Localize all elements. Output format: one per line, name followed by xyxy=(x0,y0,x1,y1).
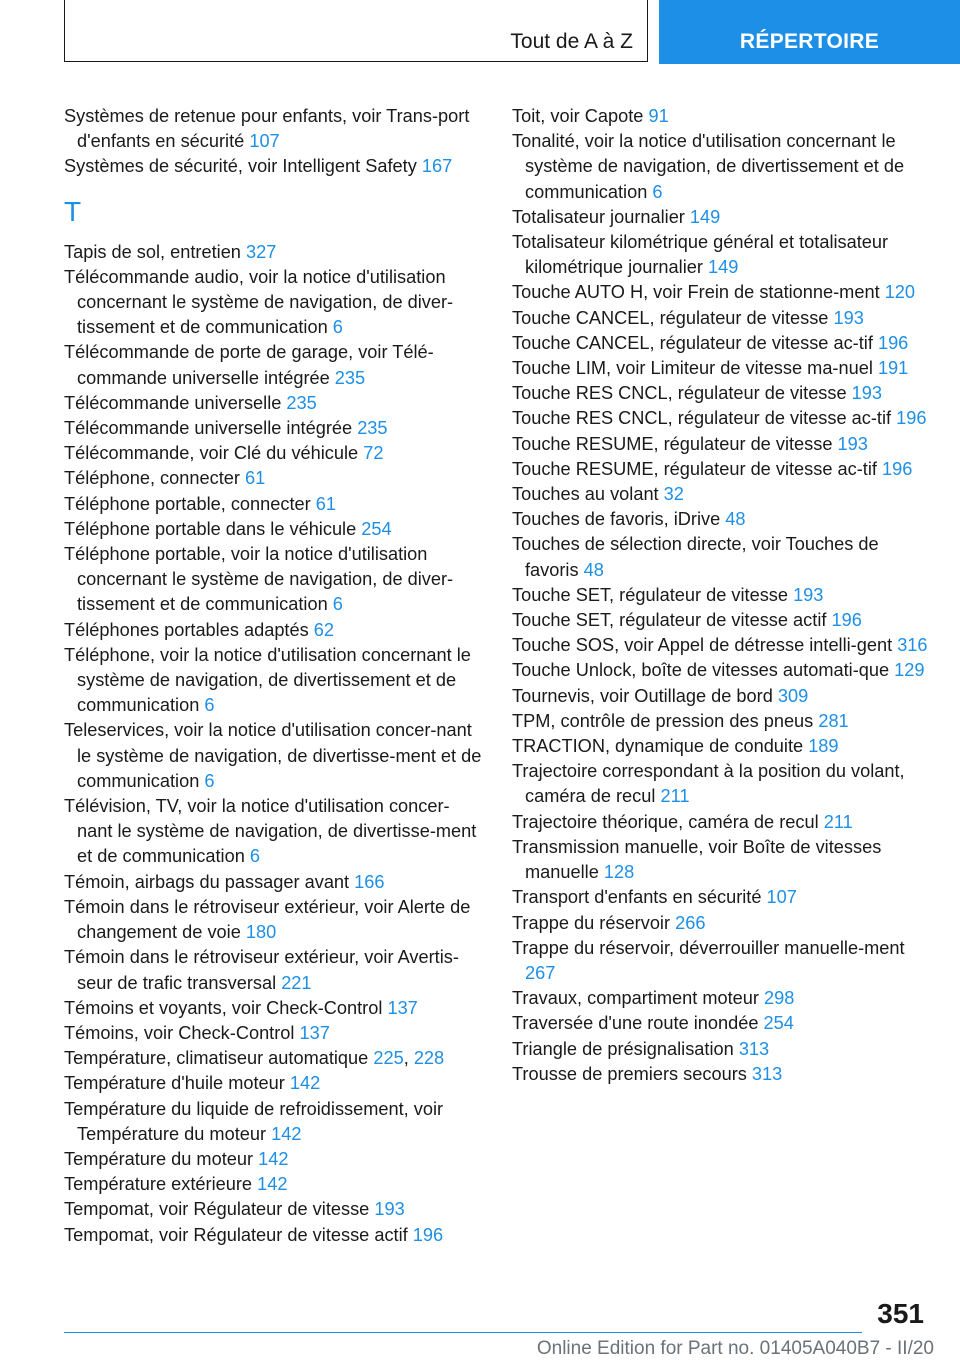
index-entry-text: Systèmes de sécurité, voir Intelligent Safety xyxy=(64,156,422,177)
index-entry xyxy=(512,129,932,205)
index-entry xyxy=(512,911,932,936)
index-entry xyxy=(512,331,932,356)
page-reference-link[interactable]: 6 xyxy=(204,770,215,791)
page-reference-link[interactable]: 32 xyxy=(663,484,684,505)
index-entry-text: Toit, voir Capote xyxy=(512,106,649,126)
page-reference-link[interactable]: 196 xyxy=(831,610,862,631)
page-reference-link[interactable]: 193 xyxy=(833,307,864,328)
index-entry xyxy=(512,230,932,280)
page-reference-link[interactable]: 128 xyxy=(603,862,635,883)
index-entry-text: Touche SOS, voir Appel de détresse intelli‐gent xyxy=(512,635,898,656)
index-entry-text: Témoins, voir Check-Control xyxy=(64,1022,300,1043)
index-entry-text: Transmission manuelle, voir Boîte de vitesses manuelle xyxy=(512,836,882,883)
index-entry xyxy=(512,457,932,482)
index-entry xyxy=(512,356,932,381)
index-entry-text: Tournevis, voir Outillage de bord xyxy=(512,685,778,706)
index-entry xyxy=(64,416,484,441)
index-entry-text: TPM, contrôle de pression des pneus xyxy=(512,710,819,731)
page-reference-link[interactable]: 235 xyxy=(286,392,317,413)
index-entry-text: Température extérieure xyxy=(64,1174,258,1195)
index-entry xyxy=(64,1021,484,1046)
page-reference-link[interactable]: 149 xyxy=(707,257,739,278)
index-entry xyxy=(512,1037,932,1062)
page-reference-link[interactable]: 48 xyxy=(725,509,746,530)
index-entry xyxy=(64,391,484,416)
page-reference-link[interactable]: 142 xyxy=(289,1073,321,1094)
index-entry xyxy=(64,1071,484,1096)
index-entry-text: Trousse de premiers secours xyxy=(512,1063,752,1084)
index-entry xyxy=(64,1223,484,1248)
page-reference-link[interactable]: 254 xyxy=(763,1013,794,1034)
page-reference-link[interactable]: 129 xyxy=(894,660,925,681)
index-entry xyxy=(512,406,932,431)
index-entry-text: Systèmes de retenue pour enfants, voir Trans‐port d'enfants en sécurité xyxy=(64,106,470,152)
page-reference-link[interactable]: 267 xyxy=(525,962,556,983)
page-reference-link[interactable]: 149 xyxy=(689,206,721,227)
index-entry-text: Téléphone portable, voir la notice d'utilisation concernant le système de navigation, de diver‐tissement et de communication xyxy=(64,544,454,615)
index-entry xyxy=(64,154,484,179)
index-entry xyxy=(512,684,932,709)
index-entry-text: Tempomat, voir Régulateur de vitesse actif xyxy=(64,1224,413,1245)
page-reference-link[interactable]: 142 xyxy=(258,1148,289,1169)
index-entry-text: TRACTION, dynamique de conduite xyxy=(512,736,809,757)
index-entry-text: Température du liquide de refroidissement, voir Température du moteur xyxy=(64,1098,444,1144)
page-reference-link[interactable]: 180 xyxy=(245,922,277,943)
page-reference-link[interactable]: 196 xyxy=(412,1224,444,1245)
index-entry xyxy=(512,810,932,835)
page-reference-link[interactable]: 211 xyxy=(823,811,853,832)
footer-edition: Online Edition for Part no. 01405A040B7 - II/20 xyxy=(536,1338,934,1359)
page-reference-link[interactable]: 72 xyxy=(363,443,384,464)
page-reference-link[interactable]: 235 xyxy=(357,418,388,439)
index-entry xyxy=(512,1011,932,1036)
index-entry xyxy=(64,1097,484,1147)
index-entry-text: Tapis de sol, entretien xyxy=(64,241,246,262)
index-entry-text: Témoin dans le rétroviseur extérieur, voir Alerte de changement de voie xyxy=(64,896,471,943)
index-entry-text: Trappe du réservoir xyxy=(512,912,676,933)
index-entry xyxy=(512,583,932,608)
header-active-tab[interactable] xyxy=(659,0,960,64)
index-entry xyxy=(512,633,932,658)
index-entry xyxy=(64,240,484,265)
index-entry-text: Température du moteur xyxy=(64,1148,259,1169)
page-reference-link[interactable]: 6 xyxy=(652,181,663,202)
index-entry-text: Tempomat, voir Régulateur de vitesse xyxy=(64,1199,375,1220)
index-entry-text: Télécommande universelle xyxy=(64,392,287,413)
page-ref-separator: , xyxy=(403,1048,414,1069)
page-reference-link[interactable]: 107 xyxy=(766,887,797,908)
page-reference-link[interactable]: 211 xyxy=(660,786,690,807)
page-reference-link[interactable]: 167 xyxy=(421,156,453,177)
index-entry-text: Témoin, airbags du passager avant xyxy=(64,871,355,892)
index-entry-text: Témoins et voyants, voir Check-Control xyxy=(64,997,388,1018)
tab-label: RÉPERTOIRE xyxy=(739,30,880,53)
index-entry xyxy=(512,381,932,406)
index-entry xyxy=(64,466,484,491)
page-reference-link[interactable]: 6 xyxy=(332,594,343,615)
index-entry-text: Touche RESUME, régulateur de vitesse ac‐tif xyxy=(512,458,882,479)
page-reference-link[interactable]: 48 xyxy=(583,559,604,580)
index-entry-text: Totalisateur kilométrique général et totalisateur kilométrique journalier xyxy=(512,232,889,278)
index-entry-text: Touche CANCEL, régulateur de vitesse ac‐tif xyxy=(512,332,878,353)
page-reference-link[interactable]: 6 xyxy=(249,846,260,867)
index-entry-text: Touche Unlock, boîte de vitesses automati‐que xyxy=(512,660,895,681)
index-entry-text: Touches au volant xyxy=(512,484,664,505)
page-reference-link[interactable]: 61 xyxy=(245,468,266,489)
index-entry-text: Téléphone, connecter xyxy=(64,468,245,489)
index-entry-text: Température d'huile moteur xyxy=(64,1073,290,1094)
page-reference-link[interactable]: 235 xyxy=(334,367,366,388)
index-entry xyxy=(64,441,484,466)
page-reference-link[interactable]: 142 xyxy=(257,1174,288,1195)
footer-divider xyxy=(64,1332,862,1333)
page-reference-link[interactable]: 189 xyxy=(808,736,839,757)
page-reference-link[interactable]: 193 xyxy=(374,1199,405,1220)
index-entry xyxy=(512,482,932,507)
index-entry xyxy=(512,608,932,633)
index-entry-text: Touches de favoris, iDrive xyxy=(512,509,726,530)
index-entry-text: Touche RES CNCL, régulateur de vitesse ac‐tif xyxy=(512,408,897,429)
index-entry-text: Transport d'enfants en sécurité xyxy=(512,887,767,908)
page-reference-link[interactable]: 196 xyxy=(881,458,913,479)
page-reference-link[interactable]: 6 xyxy=(332,317,343,338)
index-entry-text: Touche SET, régulateur de vitesse actif xyxy=(512,610,832,631)
page-reference-link[interactable]: 61 xyxy=(315,493,336,514)
index-entry-text: Témoin dans le rétroviseur extérieur, voir Avertis‐seur de trafic transversal xyxy=(64,947,459,993)
index-entry xyxy=(512,280,932,305)
index-entry-text: Touche SET, régulateur de vitesse xyxy=(512,584,794,605)
index-entry xyxy=(512,104,932,129)
page-reference-link[interactable]: 62 xyxy=(313,619,334,640)
page-reference-link[interactable]: 193 xyxy=(837,433,868,454)
index-entry xyxy=(512,205,932,230)
index-entry-text: Température, climatiseur automatique xyxy=(64,1048,374,1069)
page-reference-link[interactable]: 196 xyxy=(896,408,927,429)
index-entry xyxy=(512,986,932,1011)
index-entry-text: Travaux, compartiment moteur xyxy=(512,988,765,1009)
page-reference-link[interactable]: 221 xyxy=(281,972,312,993)
index-entry xyxy=(512,734,932,759)
page-reference-link[interactable]: 281 xyxy=(818,710,849,731)
index-entry xyxy=(64,870,484,895)
index-entry xyxy=(512,936,932,986)
index-entry xyxy=(512,507,932,532)
index-entry xyxy=(64,945,484,995)
index-entry xyxy=(64,618,484,643)
index-entry-text: Télécommande, voir Clé du véhicule xyxy=(64,443,364,464)
index-entry-text: Traversée d'une route inondée xyxy=(512,1013,764,1034)
page-reference-link[interactable]: 193 xyxy=(851,383,883,404)
index-entry xyxy=(512,432,932,457)
index-entry xyxy=(64,492,484,517)
page-reference-link[interactable]: 298 xyxy=(764,988,795,1009)
index-entry-text: Télécommande de porte de garage, voir Télé‐commande universelle intégrée xyxy=(64,342,434,388)
page-reference-link[interactable]: 166 xyxy=(354,871,385,892)
index-column-right xyxy=(512,104,932,1087)
index-letter-heading: T xyxy=(64,195,82,227)
page-reference-link[interactable]: 137 xyxy=(387,997,418,1018)
section-title: Tout de A à Z xyxy=(510,30,633,53)
index-entry xyxy=(512,532,932,582)
page-reference-link[interactable]: 254 xyxy=(361,518,392,539)
index-entry-text: Trappe du réservoir, déverrouiller manuelle‐ment xyxy=(512,937,905,958)
index-entry-text: Téléphone portable dans le véhicule xyxy=(64,518,362,539)
index-entry xyxy=(64,1172,484,1197)
index-entry-text: Trajectoire théorique, caméra de recul xyxy=(512,811,824,832)
index-entry xyxy=(64,996,484,1021)
page-reference-link[interactable]: 327 xyxy=(245,241,277,262)
page-reference-link[interactable]: 225 xyxy=(373,1048,404,1069)
index-entry xyxy=(64,1147,484,1172)
index-entry xyxy=(512,885,932,910)
index-entry-text: Téléphone, voir la notice d'utilisation concernant le système de navigation, de divertissement et de communication xyxy=(64,644,471,716)
header-section-tab xyxy=(64,0,648,62)
index-entry-text: Teleservices, voir la notice d'utilisation concer‐nant le système de navigation, de divertisse‐ment et de communication xyxy=(64,720,482,791)
index-entry-text: Télécommande audio, voir la notice d'utilisation concernant le système de navigation, de diver‐tissement et de communication xyxy=(64,266,454,338)
page-reference-link[interactable]: 313 xyxy=(751,1063,783,1084)
index-entry xyxy=(512,1062,932,1087)
index-entry xyxy=(64,265,484,341)
index-entry-text: Tonalité, voir la notice d'utilisation concernant le système de navigation, de divertissement et de communication xyxy=(512,131,905,202)
index-entry xyxy=(512,709,932,734)
page-reference-link[interactable]: 91 xyxy=(648,106,669,126)
index-entry-text: Touches de sélection directe, voir Touches de favoris xyxy=(512,534,879,580)
page-reference-link[interactable]: 196 xyxy=(877,332,909,353)
index-entry-text: Touche LIM, voir Limiteur de vitesse ma‐nuel xyxy=(512,358,878,379)
page-reference-link[interactable]: 142 xyxy=(271,1123,302,1144)
page-reference-link[interactable]: 137 xyxy=(299,1022,330,1043)
index-entry-text: Téléphones portables adaptés xyxy=(64,619,314,640)
index-entry xyxy=(64,542,484,618)
index-entry xyxy=(512,835,932,885)
index-entry xyxy=(64,895,484,945)
index-entry xyxy=(64,794,484,870)
page-reference-link[interactable]: 313 xyxy=(738,1038,770,1059)
index-entry xyxy=(64,1197,484,1222)
index-entry xyxy=(64,517,484,542)
index-entry xyxy=(64,340,484,390)
index-entry xyxy=(512,658,932,683)
page-reference-link[interactable]: 316 xyxy=(897,635,928,656)
index-entry xyxy=(64,104,484,154)
page-reference-link[interactable]: 228 xyxy=(413,1048,445,1069)
index-entry-text: Touche RES CNCL, régulateur de vitesse xyxy=(512,383,852,404)
page-reference-link[interactable]: 266 xyxy=(675,912,706,933)
index-entry xyxy=(64,1046,484,1071)
page-reference-link[interactable]: 193 xyxy=(793,584,824,605)
index-entry-text: Télécommande universelle intégrée xyxy=(64,418,358,439)
page-reference-link[interactable]: 191 xyxy=(877,358,909,379)
index-entry-text: Touche RESUME, régulateur de vitesse xyxy=(512,433,838,454)
index-entry-text: Téléphone portable, connecter xyxy=(64,493,316,514)
index-entry xyxy=(64,643,484,719)
index-entry-text: Télévision, TV, voir la notice d'utilisation concer‐nant le système de navigation, de divertisse‐ment et de communication xyxy=(64,796,477,867)
index-entry xyxy=(64,718,484,794)
index-entry-text: Touche CANCEL, régulateur de vitesse xyxy=(512,307,834,328)
index-entry-text: Totalisateur journalier xyxy=(512,206,690,227)
page-reference-link[interactable]: 107 xyxy=(249,131,280,152)
index-entry xyxy=(512,759,932,809)
index-entry xyxy=(512,306,932,331)
page-reference-link[interactable]: 120 xyxy=(884,282,916,303)
index-entry-text: Touche AUTO H, voir Frein de stationne‐ment xyxy=(512,282,885,303)
page-number: 351 xyxy=(877,1298,924,1329)
index-entry-text: Triangle de présignalisation xyxy=(512,1038,739,1059)
page-reference-link[interactable]: 309 xyxy=(777,685,809,706)
page-reference-link[interactable]: 6 xyxy=(204,695,215,716)
index-column-left xyxy=(64,104,484,1248)
index-entry-text: Trajectoire correspondant à la position du volant, caméra de recul xyxy=(512,761,905,807)
